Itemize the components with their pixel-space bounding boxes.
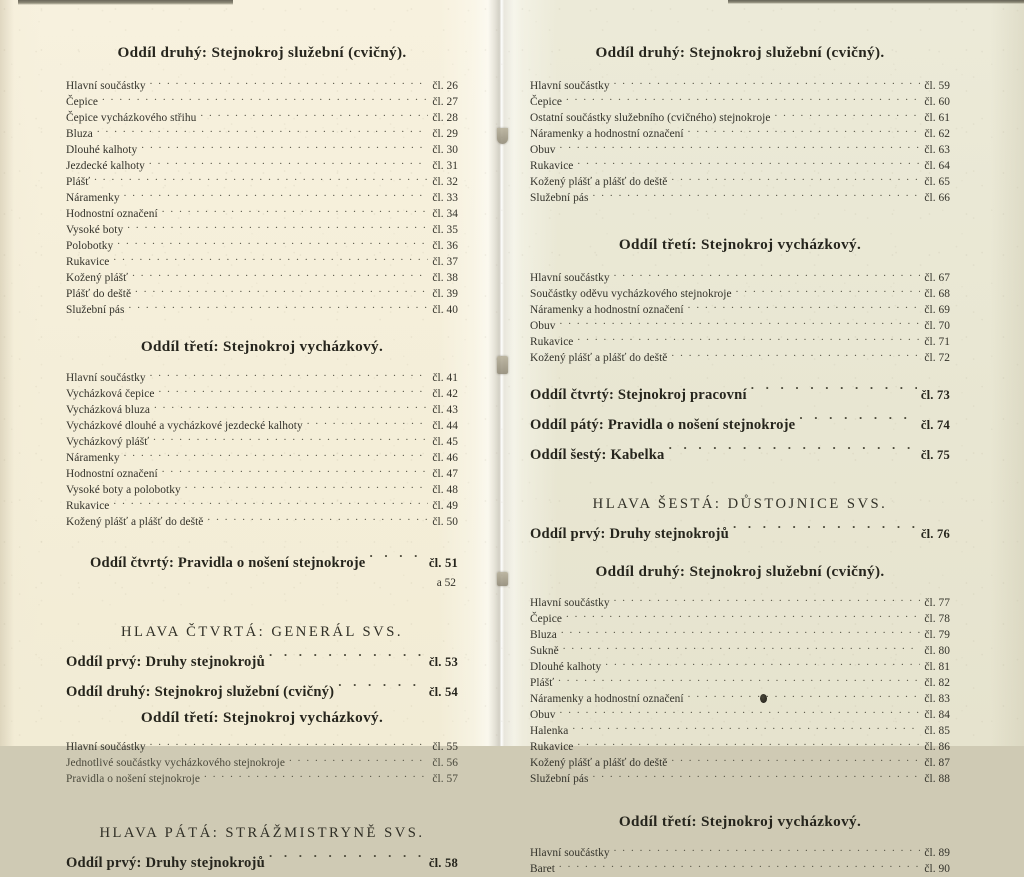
toc-entry-label: Náramenky: [66, 452, 120, 465]
toc-entry-number: čl. 85: [924, 725, 950, 738]
toc-entry-list: [530, 845, 950, 877]
toc-entry[interactable]: [66, 482, 458, 498]
toc-entry[interactable]: [66, 739, 458, 755]
toc-entry-section[interactable]: [66, 679, 458, 705]
leader-dots: [558, 675, 920, 686]
toc-entry-label: Rukavice: [66, 500, 110, 513]
right-page: [500, 0, 1024, 875]
toc-entry[interactable]: [530, 174, 950, 190]
leader-dots: [94, 174, 428, 185]
toc-entry[interactable]: [66, 174, 458, 190]
leader-dots: [559, 861, 920, 872]
toc-entry-number: čl. 47: [432, 468, 458, 481]
toc-entry-label: Služební pás: [66, 304, 125, 317]
leader-dots: [149, 158, 428, 169]
toc-entry[interactable]: [66, 110, 458, 126]
section-heading: Oddíl třetí: Stejnokroj vycházkový.: [618, 235, 862, 253]
toc-entry-number: čl. 50: [432, 516, 458, 529]
leader-dots: [566, 94, 920, 105]
toc-entry-label: Oddíl šestý: Kabelka: [530, 446, 665, 463]
leader-dots: [751, 384, 917, 399]
leader-dots: [97, 126, 429, 137]
toc-entry[interactable]: [530, 190, 950, 206]
toc-entry-number: čl. 73: [920, 387, 950, 402]
toc-entry-number: čl. 38: [432, 272, 458, 285]
leader-dots: [560, 318, 921, 329]
leader-dots: [566, 611, 920, 622]
toc-entry-number: čl. 30: [432, 144, 458, 157]
toc-entry[interactable]: [530, 771, 950, 787]
toc-entry[interactable]: [530, 845, 950, 861]
toc-entry-label: Hlavní součástky: [530, 272, 610, 285]
toc-entry-label: Čepice vycházkového střihu: [66, 112, 197, 125]
toc-entry-label: Kožený plášť a plášť do deště: [530, 352, 668, 365]
toc-entry-number: čl. 44: [432, 420, 458, 433]
toc-entry-label: Ostatní součástky služebního (cvičného) stejnokroje: [530, 112, 771, 125]
left-page: [0, 0, 500, 871]
toc-entry-number: čl. 54: [428, 684, 458, 699]
toc-entry-number: čl. 82: [924, 677, 950, 690]
toc-entry-list: [530, 78, 950, 206]
toc-entry-number: čl. 69: [924, 304, 950, 317]
toc-entry-label: Polobotky: [66, 240, 114, 253]
toc-entry-label: Sukně: [530, 645, 559, 658]
toc-entry-number: čl. 68: [924, 288, 950, 301]
leader-dots: [563, 643, 921, 654]
section-heading: Oddíl druhý: Stejnokroj služební (cvičný).: [117, 44, 407, 61]
toc-entry-label: Vysoké boty a polobotky: [66, 484, 181, 497]
toc-entry[interactable]: [66, 302, 458, 318]
toc-entry[interactable]: [66, 370, 458, 386]
leader-dots: [669, 444, 917, 459]
leader-dots: [614, 845, 921, 856]
toc-entry-number: čl. 51: [428, 555, 458, 570]
toc-entry-number: čl. 76: [920, 526, 950, 541]
toc-entry-number: čl. 27: [432, 96, 458, 109]
toc-entry-label: Bluza: [530, 629, 557, 642]
toc-entry[interactable]: [530, 302, 950, 318]
toc-entry-label: Vycházkový plášť: [66, 436, 150, 449]
toc-entry-section[interactable]: [530, 412, 950, 438]
toc-entry-number: čl. 86: [924, 741, 950, 754]
toc-entry[interactable]: [66, 94, 458, 110]
toc-entry[interactable]: [530, 861, 950, 877]
toc-entry-section[interactable]: [66, 550, 458, 576]
toc-entry[interactable]: [66, 270, 458, 286]
toc-entry-number: čl. 66: [924, 192, 950, 205]
toc-entry-label: Rukavice: [530, 741, 574, 754]
toc-entry-number: čl. 36: [432, 240, 458, 253]
toc-entry-number: čl. 55: [432, 741, 458, 753]
toc-entry-number: čl. 63: [924, 144, 950, 157]
toc-entry-number: čl. 75: [920, 447, 950, 462]
leader-dots: [560, 142, 921, 153]
toc-entry-number: čl. 40: [432, 304, 458, 317]
toc-entry-number: čl. 28: [432, 112, 458, 125]
toc-entry[interactable]: [530, 611, 950, 627]
leader-dots: [113, 254, 428, 265]
toc-entry-number: čl. 62: [924, 128, 950, 141]
toc-entry-number: čl. 42: [432, 388, 458, 401]
toc-entry-label: Kožený plášť a plášť do deště: [530, 176, 668, 189]
toc-entry-label: Kožený plášť: [66, 272, 129, 285]
section-heading: Oddíl třetí: Stejnokroj vycházkový.: [140, 337, 384, 355]
toc-entry-label: Hlavní součástky: [66, 80, 146, 93]
toc-entry-label: Náramenky a hodnostní označení: [530, 128, 684, 141]
scan-edge-top-right: [728, 0, 1024, 4]
leader-dots: [560, 707, 921, 718]
toc-entry-number: čl. 65: [924, 176, 950, 189]
toc-entry[interactable]: [66, 386, 458, 402]
toc-entry[interactable]: [530, 126, 950, 142]
toc-entry-section[interactable]: [66, 850, 458, 876]
leader-dots: [162, 466, 429, 477]
leader-dots: [117, 238, 428, 249]
leader-dots: [153, 434, 428, 445]
toc-entry[interactable]: [66, 286, 458, 302]
toc-entry-list: [530, 270, 950, 366]
leader-dots: [200, 110, 428, 121]
leader-dots: [124, 190, 429, 201]
toc-entry-section[interactable]: [66, 649, 458, 675]
toc-entry-number: čl. 84: [924, 709, 950, 722]
toc-entry-number: čl. 35: [432, 224, 458, 237]
right-page-content: [530, 0, 950, 877]
toc-entry-number: čl. 39: [432, 288, 458, 301]
leader-dots: [102, 94, 428, 105]
leader-dots: [593, 190, 921, 201]
staple-top: [497, 128, 508, 144]
toc-entry[interactable]: [530, 94, 950, 110]
toc-entry-number: čl. 37: [432, 256, 458, 269]
toc-entry-label: Oddíl prvý: Druhy stejnokrojů: [530, 525, 729, 542]
toc-entry[interactable]: [66, 126, 458, 142]
staple-bottom: [497, 572, 508, 586]
toc-entry-number: čl. 87: [924, 757, 950, 770]
toc-entry[interactable]: [530, 723, 950, 739]
toc-entry-number: čl. 83: [924, 693, 950, 706]
leader-dots: [671, 350, 920, 361]
toc-entry[interactable]: [66, 254, 458, 270]
toc-entry-label: Rukavice: [530, 160, 574, 173]
toc-entry-label: Hlavní součástky: [66, 741, 146, 753]
toc-entry[interactable]: [530, 595, 950, 611]
toc-entry-number: čl. 29: [432, 128, 458, 141]
leader-dots: [127, 222, 428, 233]
toc-entry-number: čl. 77: [924, 597, 950, 610]
toc-entry-label: Bluza: [66, 128, 93, 141]
toc-entry-label: Hodnostní označení: [66, 208, 158, 221]
leader-dots: [688, 126, 921, 137]
leader-dots: [614, 595, 921, 606]
toc-entry-list: [66, 78, 458, 318]
toc-entry[interactable]: [66, 418, 458, 434]
leader-dots: [158, 386, 428, 397]
page-foot-ink-mark: [760, 694, 767, 703]
toc-entry-label: Jezdecké kalhoty: [66, 160, 145, 173]
toc-entry[interactable]: [66, 206, 458, 222]
toc-entry[interactable]: [530, 286, 950, 302]
toc-entry-label: Dlouhé kalhoty: [530, 661, 602, 674]
toc-entry[interactable]: [530, 110, 950, 126]
toc-entry-number: čl. 33: [432, 192, 458, 205]
section-heading: Oddíl druhý: Stejnokroj služební (cvičný).: [595, 44, 885, 61]
toc-entry-label: Náramenky a hodnostní označení: [530, 693, 684, 706]
toc-entry[interactable]: [66, 222, 458, 238]
leader-dots: [572, 723, 920, 734]
toc-entry[interactable]: [66, 498, 458, 514]
leader-dots: [162, 206, 429, 217]
toc-entry-number: čl. 80: [924, 645, 950, 658]
toc-entry-section[interactable]: [530, 521, 950, 547]
toc-entry-label: Oddíl pátý: Pravidla o nošení stejnokroje: [530, 416, 796, 433]
leader-dots: [307, 418, 429, 429]
section-heading: Oddíl druhý: Stejnokroj služební (cvičný).: [595, 562, 885, 580]
leader-dots: [113, 498, 428, 509]
leader-dots: [774, 110, 920, 121]
leader-dots: [561, 627, 921, 638]
leader-dots: [150, 78, 429, 89]
leader-dots: [733, 523, 917, 538]
chapter-heading: HLAVA ŠESTÁ: DŮSTOJNICE SVS.: [592, 495, 888, 512]
leader-dots: [369, 552, 424, 567]
leader-dots: [593, 771, 921, 782]
toc-entry-label: Kožený plášť a plášť do deště: [66, 516, 204, 529]
toc-entry-label: Oddíl druhý: Stejnokroj služební (cvičný): [66, 683, 335, 700]
leader-dots: [207, 514, 428, 525]
toc-entry-label: Plášť do deště: [66, 288, 132, 301]
toc-entry-section[interactable]: [530, 382, 950, 408]
toc-entry-number: čl. 46: [432, 452, 458, 465]
toc-entry[interactable]: [530, 691, 950, 707]
toc-entry-number: čl. 67: [924, 272, 950, 285]
leader-dots: [135, 286, 428, 297]
toc-entry-label: Hlavní součástky: [530, 597, 610, 610]
toc-entry[interactable]: [66, 78, 458, 94]
leader-dots: [132, 270, 428, 281]
toc-entry-number: čl. 88: [924, 773, 950, 785]
toc-entry-label: Vycházková bluza: [66, 404, 150, 417]
leader-dots: [150, 739, 429, 750]
toc-entry[interactable]: [530, 675, 950, 691]
leader-dots: [614, 78, 921, 89]
leader-dots: [736, 286, 921, 297]
toc-entry-number: čl. 74: [920, 417, 950, 432]
leader-dots: [577, 334, 920, 345]
leader-dots: [577, 158, 920, 169]
toc-entry[interactable]: [530, 334, 950, 350]
toc-entry-section[interactable]: [530, 442, 950, 468]
leader-dots: [124, 450, 429, 461]
toc-entry-label: Vysoké boty: [66, 224, 124, 237]
toc-entry-label: Hodnostní označení: [66, 468, 158, 481]
toc-entry[interactable]: [66, 771, 458, 787]
leader-dots: [671, 174, 920, 185]
toc-entry-label: Pravidla o nošení stejnokroje: [66, 772, 200, 785]
toc-entry[interactable]: [530, 78, 950, 94]
toc-entry[interactable]: [66, 402, 458, 418]
leader-dots: [150, 370, 429, 381]
toc-entry-number: čl. 43: [432, 404, 458, 417]
toc-entry[interactable]: [66, 434, 458, 450]
toc-entry[interactable]: [530, 739, 950, 755]
toc-entry-list: [530, 595, 950, 787]
toc-entry-label: Oddíl prvý: Druhy stejnokrojů: [66, 653, 265, 670]
toc-entry-label: Baret: [530, 862, 555, 875]
toc-entry-number: čl. 90: [924, 862, 950, 875]
leader-dots: [605, 659, 920, 670]
left-page-content: [66, 0, 458, 876]
toc-entry-label: Čepice: [530, 613, 562, 626]
toc-entry-label: Oddíl čtvrtý: Pravidla o nošení stejnokroje: [90, 554, 366, 571]
toc-entry-label: Rukavice: [66, 256, 110, 269]
toc-entry[interactable]: [530, 659, 950, 675]
toc-entry-number: čl. 49: [432, 500, 458, 513]
toc-entry-number: čl. 81: [924, 661, 950, 674]
toc-entry[interactable]: [530, 755, 950, 771]
toc-entry-label: Součástky oděvu vycházkového stejnokroje: [530, 288, 732, 301]
toc-entry-label: Náramenky: [66, 192, 120, 205]
toc-entry[interactable]: [530, 643, 950, 659]
toc-entry[interactable]: [530, 350, 950, 366]
toc-entry-number: čl. 53: [428, 654, 458, 669]
toc-entry-label: Dlouhé kalhoty: [66, 144, 138, 157]
toc-entry-label: Čepice: [66, 96, 98, 109]
toc-entry-number: čl. 78: [924, 613, 950, 626]
leader-dots: [185, 482, 429, 493]
toc-entry[interactable]: [66, 142, 458, 158]
toc-entry[interactable]: [530, 707, 950, 723]
chapter-heading: HLAVA PÁTÁ: STRÁŽMISTRYNĚ SVS.: [99, 824, 425, 841]
leader-dots: [614, 270, 921, 281]
toc-entry-label: Plášť: [66, 176, 91, 189]
toc-entry-number: čl. 64: [924, 160, 950, 173]
toc-entry-number: čl. 71: [924, 336, 950, 349]
leader-dots: [269, 651, 425, 666]
toc-entry-number: čl. 56: [432, 756, 458, 769]
leader-dots: [141, 142, 428, 153]
toc-entry-number: čl. 58: [428, 855, 458, 870]
toc-entry-label: Hlavní součástky: [530, 846, 610, 859]
toc-entry-label: Služební pás: [530, 192, 589, 205]
toc-entry-number: čl. 70: [924, 320, 950, 333]
toc-entry-label: Hlavní součástky: [530, 80, 610, 93]
toc-entry-number: čl. 79: [924, 629, 950, 642]
toc-entry-label: Čepice: [530, 96, 562, 109]
toc-entry-label: Obuv: [530, 709, 556, 722]
leader-dots: [577, 739, 920, 750]
toc-entry-label: Kožený plášť a plášť do deště: [530, 757, 668, 770]
toc-entry[interactable]: [530, 158, 950, 174]
toc-entry[interactable]: [530, 270, 950, 286]
toc-entry-number: čl. 26: [432, 80, 458, 93]
toc-entry-number: čl. 41: [432, 372, 458, 385]
toc-entry-label: Obuv: [530, 144, 556, 157]
toc-entry-label: Rukavice: [530, 336, 574, 349]
toc-entry-number: čl. 72: [924, 352, 950, 365]
toc-entry-number: čl. 61: [924, 112, 950, 125]
toc-entry-label: Halenka: [530, 725, 569, 738]
leader-dots: [269, 852, 425, 867]
staple-middle: [497, 356, 508, 374]
toc-entry-list: [66, 370, 458, 530]
toc-entry-number: čl. 60: [924, 96, 950, 109]
section-heading: Oddíl třetí: Stejnokroj vycházkový.: [618, 812, 862, 830]
toc-entry-label: Vycházkové dlouhé a vycházkové jezdecké kalhoty: [66, 420, 303, 433]
toc-entry-label: Vycházková čepice: [66, 388, 155, 401]
leader-dots: [799, 414, 916, 429]
toc-entry[interactable]: [66, 514, 458, 530]
section-heading: Oddíl třetí: Stejnokroj vycházkový.: [140, 708, 384, 726]
leader-dots: [154, 402, 428, 413]
toc-entry-number: čl. 59: [924, 80, 950, 93]
toc-entry-label: Oddíl prvý: Druhy stejnokrojů: [66, 854, 265, 871]
leader-dots: [289, 755, 428, 766]
toc-entry-continuation: a 52: [436, 576, 456, 589]
toc-entry-label: Služební pás: [530, 773, 589, 785]
toc-entry-number: čl. 45: [432, 436, 458, 449]
toc-entry[interactable]: [66, 450, 458, 466]
toc-entry-number: čl. 57: [432, 772, 458, 785]
toc-entry-label: Náramenky a hodnostní označení: [530, 304, 684, 317]
leader-dots: [338, 681, 425, 696]
toc-entry[interactable]: [66, 466, 458, 482]
scan-edge-top-left: [18, 0, 233, 5]
leader-dots: [204, 771, 428, 782]
leader-dots: [129, 302, 429, 313]
toc-entry-number: čl. 32: [432, 176, 458, 189]
toc-entry-number: čl. 48: [432, 484, 458, 497]
toc-entry[interactable]: [66, 755, 458, 771]
toc-entry-label: Hlavní součástky: [66, 372, 146, 385]
toc-entry[interactable]: [530, 627, 950, 643]
toc-entry-label: Jednotlivé součástky vycházkového stejnokroje: [66, 756, 285, 769]
toc-entry-label: Plášť: [530, 677, 555, 690]
leader-dots: [688, 691, 921, 702]
chapter-heading: HLAVA ČTVRTÁ: GENERÁL SVS.: [121, 623, 403, 640]
toc-entry[interactable]: [530, 142, 950, 158]
toc-entry-number: čl. 34: [432, 208, 458, 221]
leader-dots: [671, 755, 920, 766]
toc-entry[interactable]: [66, 238, 458, 254]
toc-entry[interactable]: [530, 318, 950, 334]
toc-entry-number: čl. 89: [924, 846, 950, 859]
toc-entry-label: Oddíl čtvrtý: Stejnokroj pracovní: [530, 386, 747, 403]
toc-entry-label: Obuv: [530, 320, 556, 333]
toc-entry[interactable]: [66, 190, 458, 206]
toc-entry[interactable]: [66, 158, 458, 174]
leader-dots: [688, 302, 921, 313]
toc-entry-number: čl. 31: [432, 160, 458, 173]
